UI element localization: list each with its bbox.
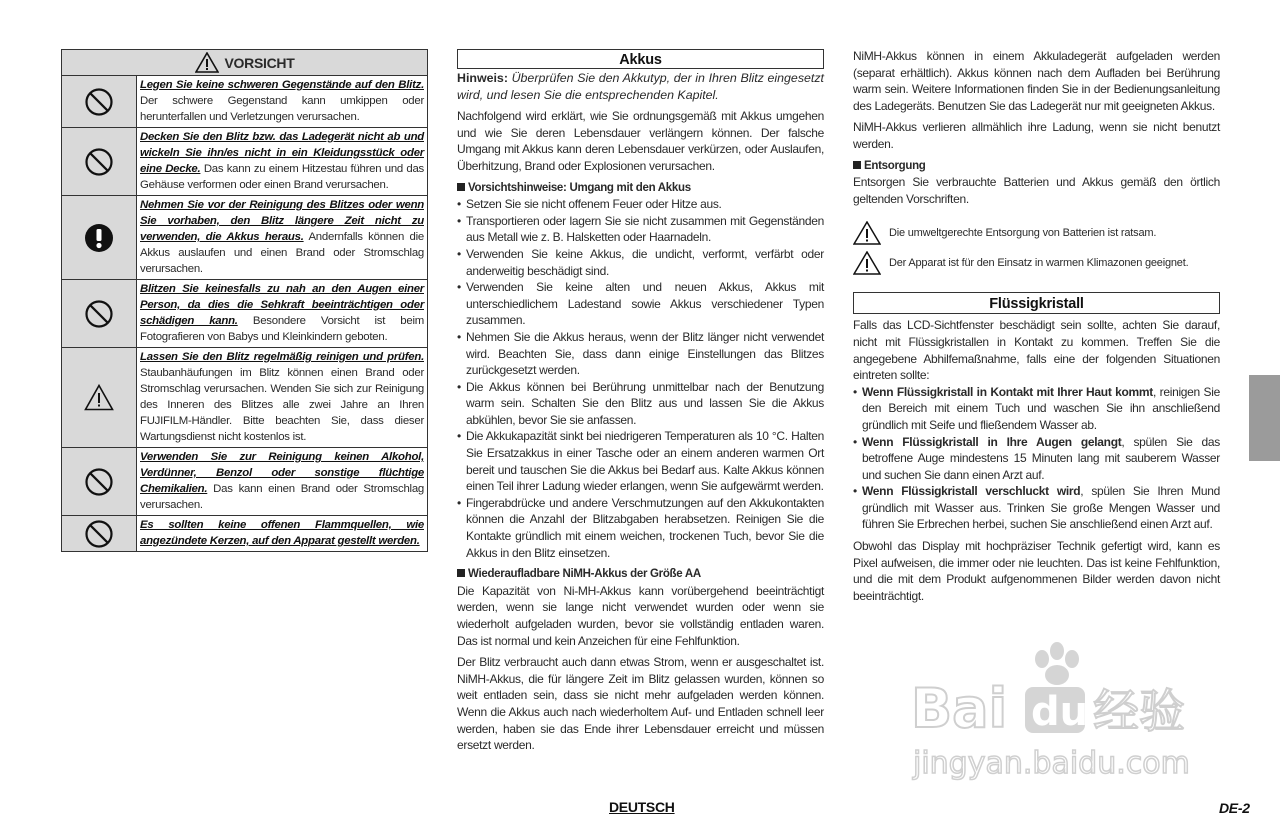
- caution-row-icon-cell: [62, 196, 137, 279]
- caution-row-text: Decken Sie den Blitz bzw. das Ladegerät nicht ab und wickeln Sie ihn/es nicht in ein Kleidungsstück oder eine Decke. Das kann zu einem Hitzestau führen und das Gehäuse verformen oder einen Brand verursachen.: [140, 131, 424, 191]
- list-item: • Fingerabdrücke und andere Verschmutzungen auf den Akkukontakten können die Anzahl der Blitzabgaben herabsetzen. Reinigen Sie die Kontakte gründlich mit einem weichen, trockenen Tuch, bevor Sie die Akkus in den Blitz einsetzen.: [457, 495, 824, 561]
- watermark-brand: Bai: [911, 677, 1008, 740]
- caution-row: [62, 448, 427, 516]
- caution-row-icon-cell: [62, 348, 137, 447]
- warning-icon: [853, 251, 881, 275]
- akkus-title: Akkus: [457, 49, 824, 69]
- nimh-paragraph-2: Der Blitz verbraucht auch dann etwas Strom, wenn er ausgeschaltet ist. NiMH-Akkus, die für längere Zeit im Blitz gelassen wurden, können so weit entladen sein, dass sie nicht mehr aufgeladen werden können. Wenn die Akkus auch nach wiederholtem Auf- und Entladen schnell leer werden, haben sie das Ende ihrer Lebensdauer erreicht und müssen ersetzt werden.: [457, 655, 824, 753]
- list-item: • Verwenden Sie keine alten und neuen Akkus, Akkus mit unterschiedlichem Ladestand sowie Akkus verschiedener Typen zusammen.: [457, 279, 824, 329]
- warning-note-2: Der Apparat ist für den Einsatz in warmen Klimazonen geeignet.: [853, 250, 1220, 276]
- lcd-title: Flüssigkristall: [853, 292, 1220, 314]
- akkus-hint: Hinweis: Überprüfen Sie den Akkutyp, der in Ihren Blitz eingesetzt wird, und lesen Sie die entsprechenden Kapitel.: [457, 71, 824, 102]
- prohibited-icon: [84, 87, 114, 117]
- prohibited-icon: [84, 467, 114, 497]
- disposal-heading: Entsorgung: [853, 158, 1220, 175]
- caution-header: [62, 50, 427, 76]
- prohibited-icon: [84, 519, 114, 549]
- list-item: • Wenn Flüssigkristall in Ihre Augen gelangt, spülen Sie das betroffene Auge mindestens 15 Minuten lang mit sauberem Wasser und suchen Sie dann einen Arzt auf.: [853, 434, 1220, 484]
- precautions-heading: Vorsichtshinweise: Umgang mit den Akkus: [457, 180, 824, 197]
- caution-row-text: Legen Sie keine schweren Gegenstände auf den Blitz. Der schwere Gegenstand kann umkippen oder herunterfallen und Verletzungen verursachen.: [140, 79, 424, 123]
- nimh-charge-paragraph: NiMH-Akkus können in einem Akkuladegerät aufgeladen werden (separat erhältlich). Akkus können nach dem Aufladen bei Berührung warm sein. Weitere Informationen finden Sie in der Bedienungsanleitung des Ladegeräts. Benutzen Sie das Ladegerät nur mit geeigneten Akkus.: [853, 49, 1220, 113]
- page-number: DE-2: [1219, 800, 1250, 816]
- caution-row-icon-cell: [62, 516, 137, 551]
- watermark-cn: 经验: [1093, 684, 1185, 738]
- akkus-column: [457, 49, 824, 754]
- disposal-text: Entsorgen Sie verbrauchte Batterien und Akkus gemäß den örtlich geltenden Vorschriften.: [853, 175, 1220, 206]
- caution-row-text: Nehmen Sie vor der Reinigung des Blitzes oder wenn Sie vorhaben, den Blitz längere Zeit nicht zu verwenden, die Akkus heraus. Andernfalls können die Akkus auslaufen und einen Brand oder Stromschlag verursachen.: [140, 199, 424, 275]
- list-item: • Die Akkus können bei Berührung unmittelbar nach der Benutzung warm sein. Schalten Sie den Blitz aus und lassen Sie die Akkus abkühlen, bevor Sie sie anfassen.: [457, 379, 824, 429]
- footer-language: DEUTSCH: [609, 799, 675, 815]
- caution-row: [62, 76, 427, 128]
- caution-row-icon-cell: [62, 280, 137, 347]
- prohibited-icon: [84, 299, 114, 329]
- caution-row-text: Blitzen Sie keinesfalls zu nah an den Augen einer Person, da dies die Sehkraft beeinträchtigen oder schädigen kann. Besondere Vorsicht ist beim Fotografieren von Babys und Kleinkindern geboten.: [140, 283, 424, 343]
- caution-row-icon-cell: [62, 128, 137, 195]
- caution-row-icon-cell: [62, 76, 137, 127]
- caution-row: [62, 348, 427, 448]
- caution-row-text: Verwenden Sie zur Reinigung keinen Alkohol, Verdünner, Benzol oder sonstige flüchtige Chemikalien. Das kann einen Brand oder Stromschlag verursachen.: [140, 451, 424, 511]
- caution-row-text: Es sollten keine offenen Flammquellen, wie angezündete Kerzen, auf den Apparat gestellt werden.: [140, 519, 424, 547]
- watermark-url: jingyan.baidu.com: [913, 746, 1190, 781]
- lcd-outro: Obwohl das Display mit hochpräziser Technik gefertigt wird, kann es Pixel aufweisen, die immer oder nie leuchten. Das ist keine Fehlfunktion, und die mit dem Produkt aufgenommenen Bilder werden davon nicht beeinträchtigt.: [853, 539, 1220, 603]
- list-item: • Wenn Flüssigkristall in Kontakt mit Ihrer Haut kommt, reinigen Sie den Bereich mit einem Tuch und waschen Sie ihn anschließend gründlich mit Seife und fließendem Wasser ab.: [853, 384, 1220, 434]
- nimh-paragraph-1: Die Kapazität von Ni-MH-Akkus kann vorübergehend beeinträchtigt werden, wenn sie lange nicht verwendet wurden oder wenn sie wiederholt aufgeladen wurden, bevor sie vollständig entladen waren. Das ist normal und kein Anzeichen für eine Fehlfunktion.: [457, 583, 824, 648]
- list-item: • Verwenden Sie keine Akkus, die undicht, verformt, verfärbt oder anderweitig beschädigt sind.: [457, 246, 824, 279]
- lcd-list: [853, 384, 1220, 533]
- caution-table: [61, 49, 428, 552]
- prohibited-icon: [84, 147, 114, 177]
- caution-row: [62, 196, 427, 280]
- warning-icon: [84, 384, 114, 411]
- precautions-list: [457, 196, 824, 561]
- warning-icon: [195, 52, 219, 73]
- watermark: [905, 635, 1205, 785]
- section-tab: [1249, 375, 1280, 461]
- list-item: • Wenn Flüssigkristall verschluckt wird, spülen Sie Ihren Mund gründlich mit Wasser aus. Trinken Sie große Mengen Wasser und führen Sie Erbrechen herbei, suchen Sie anschließend einen Arzt auf.: [853, 483, 1220, 533]
- caution-row-text: Lassen Sie den Blitz regelmäßig reinigen und prüfen. Staubanhäufungen im Blitz können einen Brand oder Stromschlag verursachen. Wenden Sie sich zur Reinigung des Inneren des Blitzes alle zwei Jahre an Ihren FUJIFILM-Händler. Bitte beachten Sie, dass dieser Wartungsdienst nicht kostenlos ist.: [140, 351, 424, 443]
- warning-icon: [853, 221, 881, 245]
- nimh-discharge-paragraph: NiMH-Akkus verlieren allmählich ihre Ladung, wenn sie nicht benutzt werden.: [853, 120, 1220, 151]
- caution-title: VORSICHT: [224, 54, 295, 71]
- warning-note-1: Die umweltgerechte Entsorgung von Batterien ist ratsam.: [853, 220, 1220, 246]
- caution-row: [62, 128, 427, 196]
- lcd-intro: Falls das LCD-Sichtfenster beschädigt sein sollte, achten Sie darauf, nicht mit Flüssigkristallen in Kontakt zu kommen. Treffen Sie die angegebene Abhilfemaßnahme, falls eine der folgenden Situationen eintreten sollte:: [853, 318, 1220, 383]
- list-item: • Transportieren oder lagern Sie sie nicht zusammen mit Gegenständen aus Metall wie z. B. Halsketten oder Haarnadeln.: [457, 213, 824, 246]
- caution-row: [62, 516, 427, 551]
- list-item: • Nehmen Sie die Akkus heraus, wenn der Blitz länger nicht verwendet wird. Beachten Sie, dass dann einige Einstellungen das Blitzes zurückgesetzt werden.: [457, 329, 824, 379]
- akkus-intro: Nachfolgend wird erklärt, wie Sie ordnungsgemäß mit Akkus umgehen und wie Sie deren Lebensdauer verlängern können. Der falsche Umgang mit Akkus kann deren Lebensdauer verkürzen, oder Auslaufen, Überhitzung, Brand oder Explosionen verursachen.: [457, 109, 824, 173]
- watermark-du: du: [1031, 689, 1089, 735]
- mandatory-icon: [84, 223, 114, 253]
- caution-row: [62, 280, 427, 348]
- list-item: • Die Akkukapazität sinkt bei niedrigeren Temperaturen als 10 °C. Halten Sie Ersatzakkus in einer Tasche oder an einem anderen warmen Ort bereit und tauschen Sie die Akkus bei Bedarf aus. Kalte Akkus können einen Teil ihrer Ladung wieder erlangen, wenn Sie aufgewärmt werden.: [457, 428, 824, 494]
- list-item: • Setzen Sie sie nicht offenem Feuer oder Hitze aus.: [457, 196, 824, 213]
- right-column: [853, 48, 1220, 604]
- caution-row-icon-cell: [62, 448, 137, 515]
- nimh-heading: Wiederaufladbare NiMH-Akkus der Größe AA: [457, 566, 824, 583]
